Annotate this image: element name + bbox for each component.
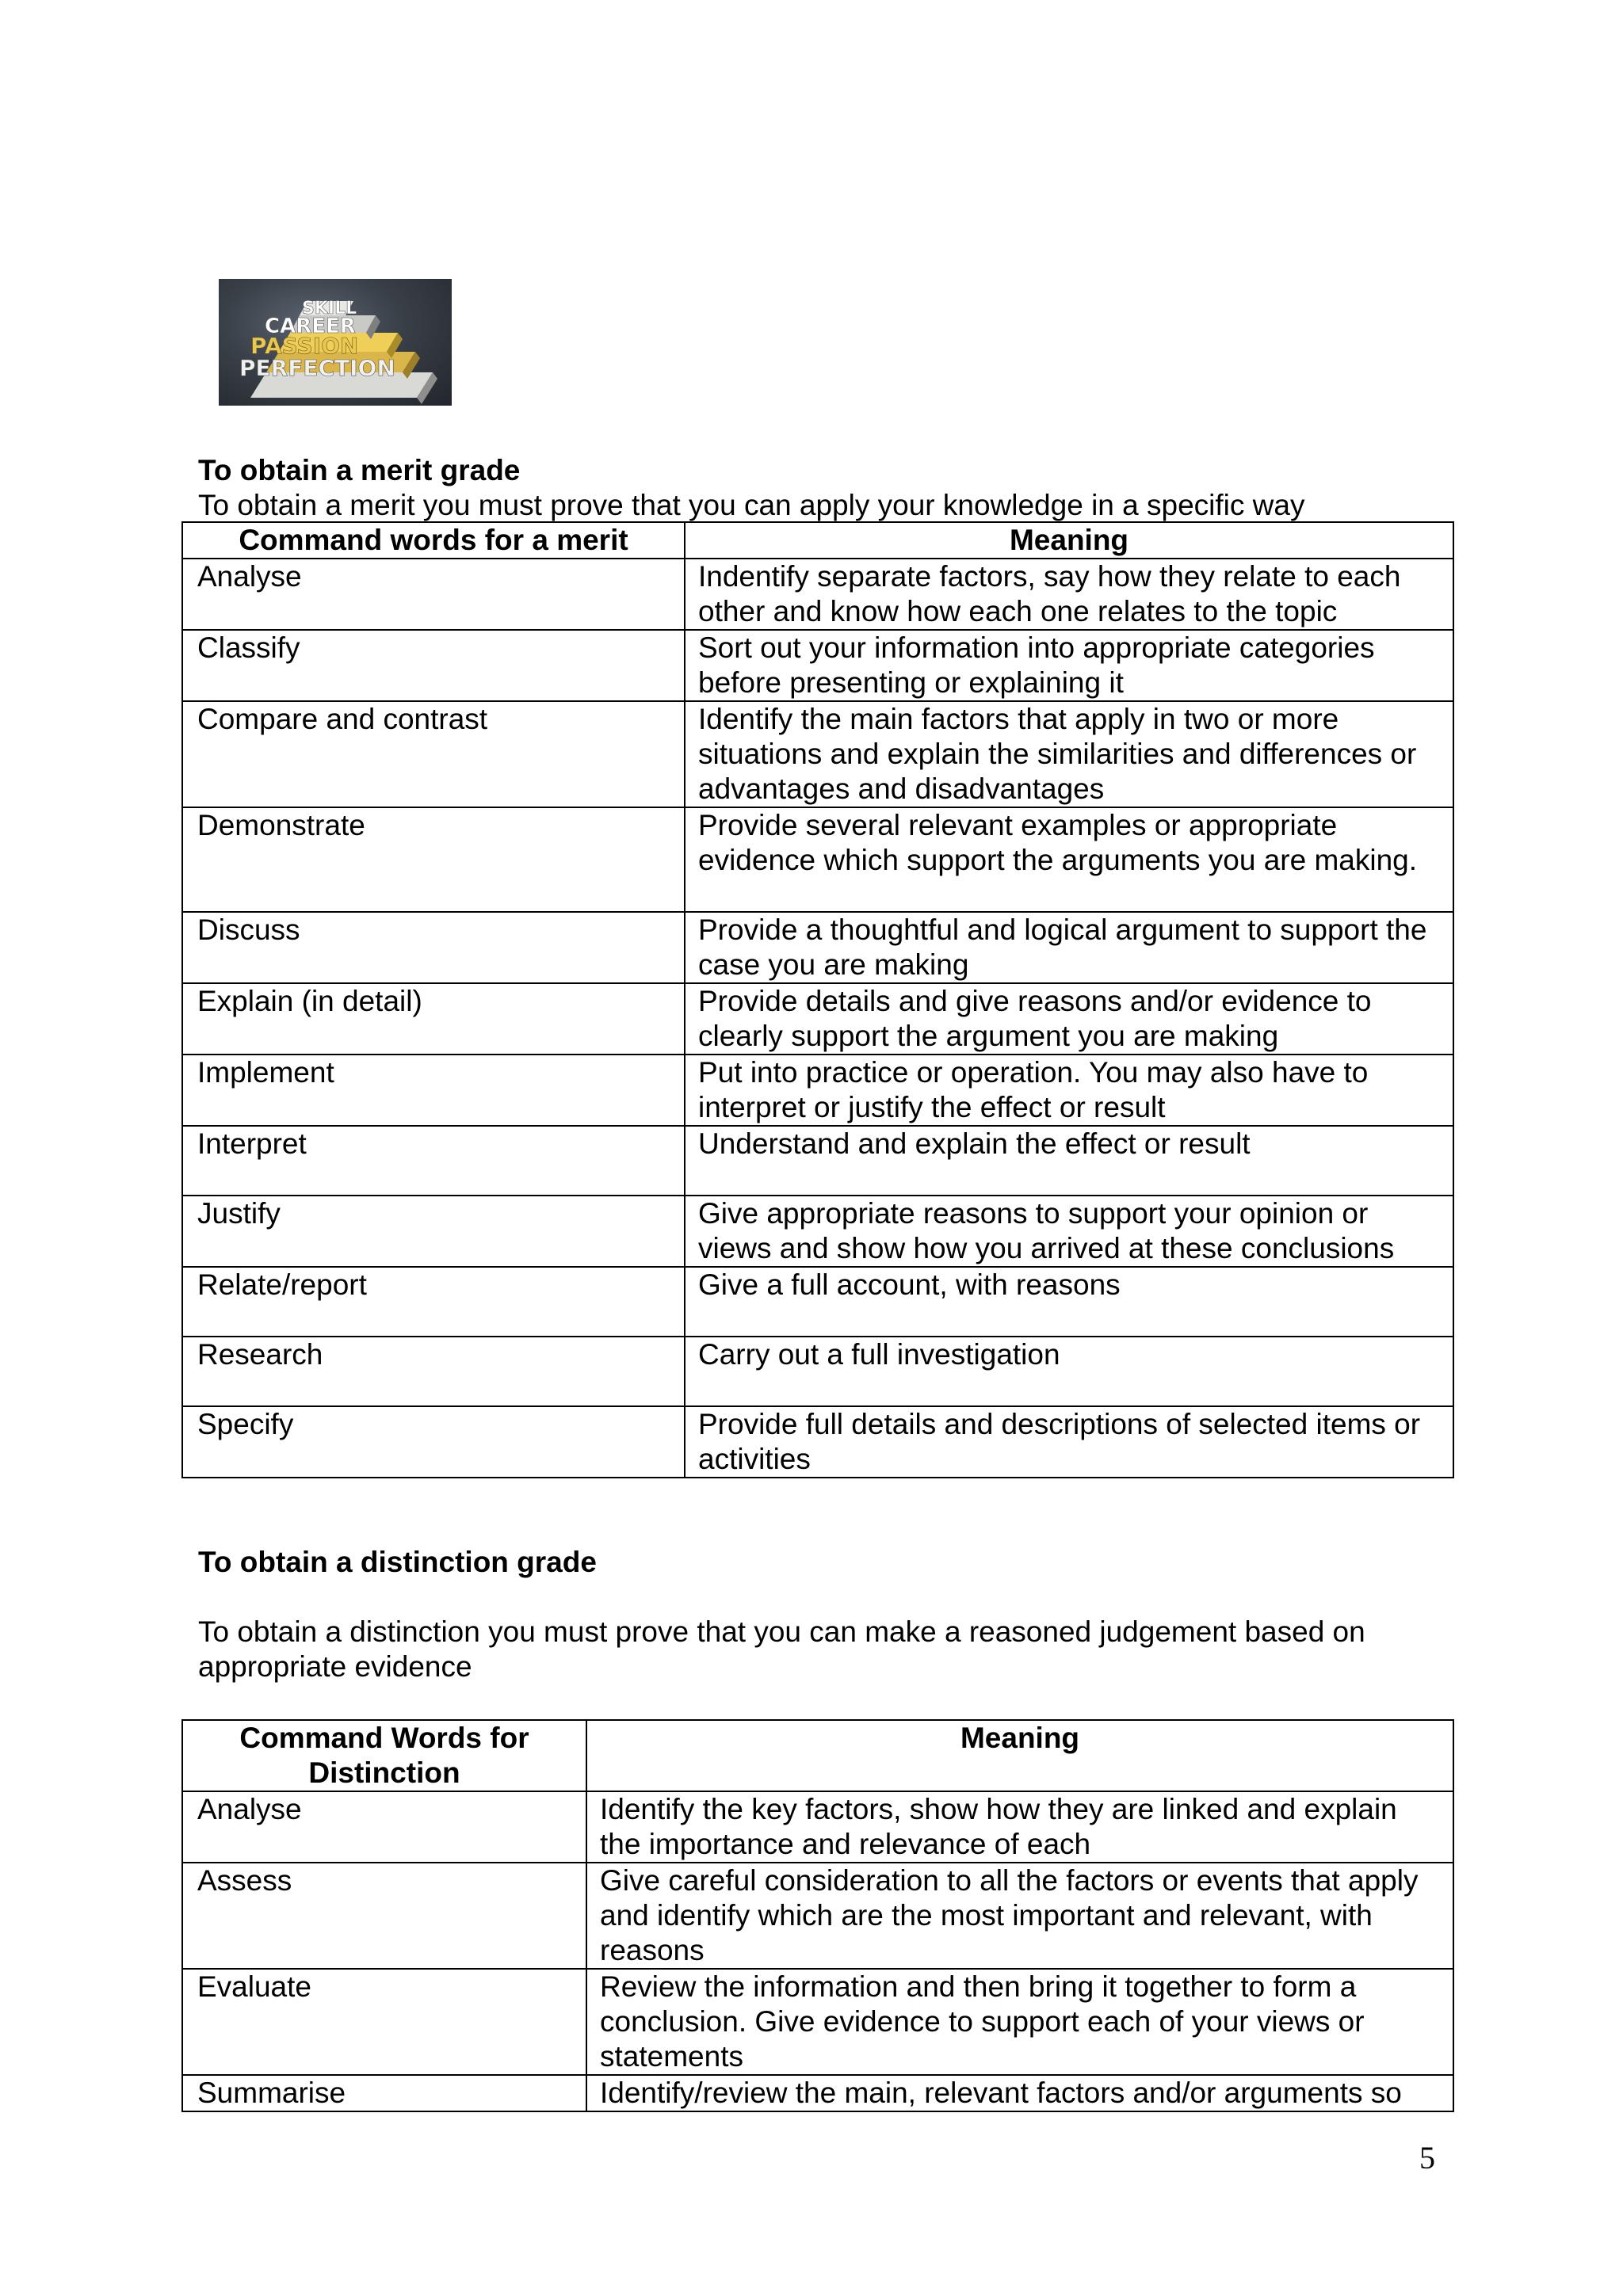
command-word: Summarise xyxy=(182,2075,586,2111)
command-meaning: Put into practice or operation. You may also have to interpret or justify the effect or result xyxy=(685,1055,1453,1126)
merit-column-meaning: Meaning xyxy=(685,522,1453,559)
command-word: Research xyxy=(182,1337,685,1406)
distinction-table-header-row xyxy=(182,1720,1453,1791)
command-meaning: Provide several relevant examples or appropriate evidence which support the arguments you are making. xyxy=(685,807,1453,912)
command-meaning: Give appropriate reasons to support your opinion or views and show how you arrived at these conclusions xyxy=(685,1196,1453,1267)
command-word: Explain (in detail) xyxy=(182,983,685,1055)
command-word: Compare and contrast xyxy=(182,701,685,807)
command-meaning: Provide a thoughtful and logical argument to support the case you are making xyxy=(685,912,1453,983)
table-row xyxy=(182,1337,1453,1406)
table-row xyxy=(182,1055,1453,1126)
command-meaning: Give a full account, with reasons xyxy=(685,1267,1453,1337)
table-row xyxy=(182,983,1453,1055)
command-word: Analyse xyxy=(182,1791,586,1863)
table-row xyxy=(182,1406,1453,1478)
command-word: Discuss xyxy=(182,912,685,983)
command-meaning: Indentify separate factors, say how they relate to each other and know how each one relates to the topic xyxy=(685,559,1453,630)
distinction-command-table xyxy=(181,1719,1454,2112)
image-word-passion: PASSION xyxy=(250,333,359,359)
command-meaning: Identify the main factors that apply in two or more situations and explain the similarities and differences or advantages and disadvantages xyxy=(685,701,1453,807)
command-word: Analyse xyxy=(182,559,685,630)
command-word: Assess xyxy=(182,1863,586,1969)
command-word: Interpret xyxy=(182,1126,685,1196)
table-row xyxy=(182,2075,1453,2111)
table-row xyxy=(182,1863,1453,1969)
table-row xyxy=(182,807,1453,912)
distinction-column-meaning: Meaning xyxy=(586,1720,1453,1791)
table-row xyxy=(182,1969,1453,2075)
command-meaning: Carry out a full investigation xyxy=(685,1337,1453,1406)
merit-command-table xyxy=(181,521,1454,1478)
merit-heading: To obtain a merit grade xyxy=(198,454,521,486)
stacked-words-graphic xyxy=(219,279,452,406)
command-word: Justify xyxy=(182,1196,685,1267)
command-word: Specify xyxy=(182,1406,685,1478)
command-meaning: Provide details and give reasons and/or evidence to clearly support the argument you are making xyxy=(685,983,1453,1055)
image-word-skill: SKILL xyxy=(302,299,357,318)
table-row xyxy=(182,701,1453,807)
command-word: Demonstrate xyxy=(182,807,685,912)
distinction-heading: To obtain a distinction grade xyxy=(198,1546,597,1578)
table-row xyxy=(182,912,1453,983)
command-word: Relate/report xyxy=(182,1267,685,1337)
image-word-career: CAREER xyxy=(265,315,356,338)
command-meaning: Understand and explain the effect or result xyxy=(685,1126,1453,1196)
table-row xyxy=(182,1791,1453,1863)
merit-column-command: Command words for a merit xyxy=(182,522,685,559)
table-row xyxy=(182,1196,1453,1267)
command-meaning: Sort out your information into appropriate categories before presenting or explaining it xyxy=(685,630,1453,701)
command-meaning: Review the information and then bring it together to form a conclusion. Give evidence to support each of your views or statements xyxy=(586,1969,1453,2075)
image-word-perfection: PERFECTION xyxy=(239,355,395,381)
skills-career-image xyxy=(219,279,452,406)
command-meaning: Identify/review the main, relevant factors and/or arguments so xyxy=(586,2075,1453,2111)
merit-table-header-row xyxy=(182,522,1453,559)
table-row xyxy=(182,630,1453,701)
table-row xyxy=(182,559,1453,630)
command-meaning: Provide full details and descriptions of selected items or activities xyxy=(685,1406,1453,1478)
table-row xyxy=(182,1126,1453,1196)
merit-intro: To obtain a merit you must prove that you can apply your knowledge in a specific way xyxy=(198,489,1305,521)
page-number: 5 xyxy=(1419,2140,1435,2176)
table-row xyxy=(182,1267,1453,1337)
command-meaning: Identify the key factors, show how they are linked and explain the importance and relevance of each xyxy=(586,1791,1453,1863)
distinction-intro: To obtain a distinction you must prove that you can make a reasoned judgement based on appropriate evidence xyxy=(198,1615,1365,1683)
command-meaning: Give careful consideration to all the factors or events that apply and identify which are the most important and relevant, with reasons xyxy=(586,1863,1453,1969)
distinction-column-command: Command Words for Distinction xyxy=(182,1720,586,1791)
command-word: Implement xyxy=(182,1055,685,1126)
command-word: Evaluate xyxy=(182,1969,586,2075)
command-word: Classify xyxy=(182,630,685,701)
